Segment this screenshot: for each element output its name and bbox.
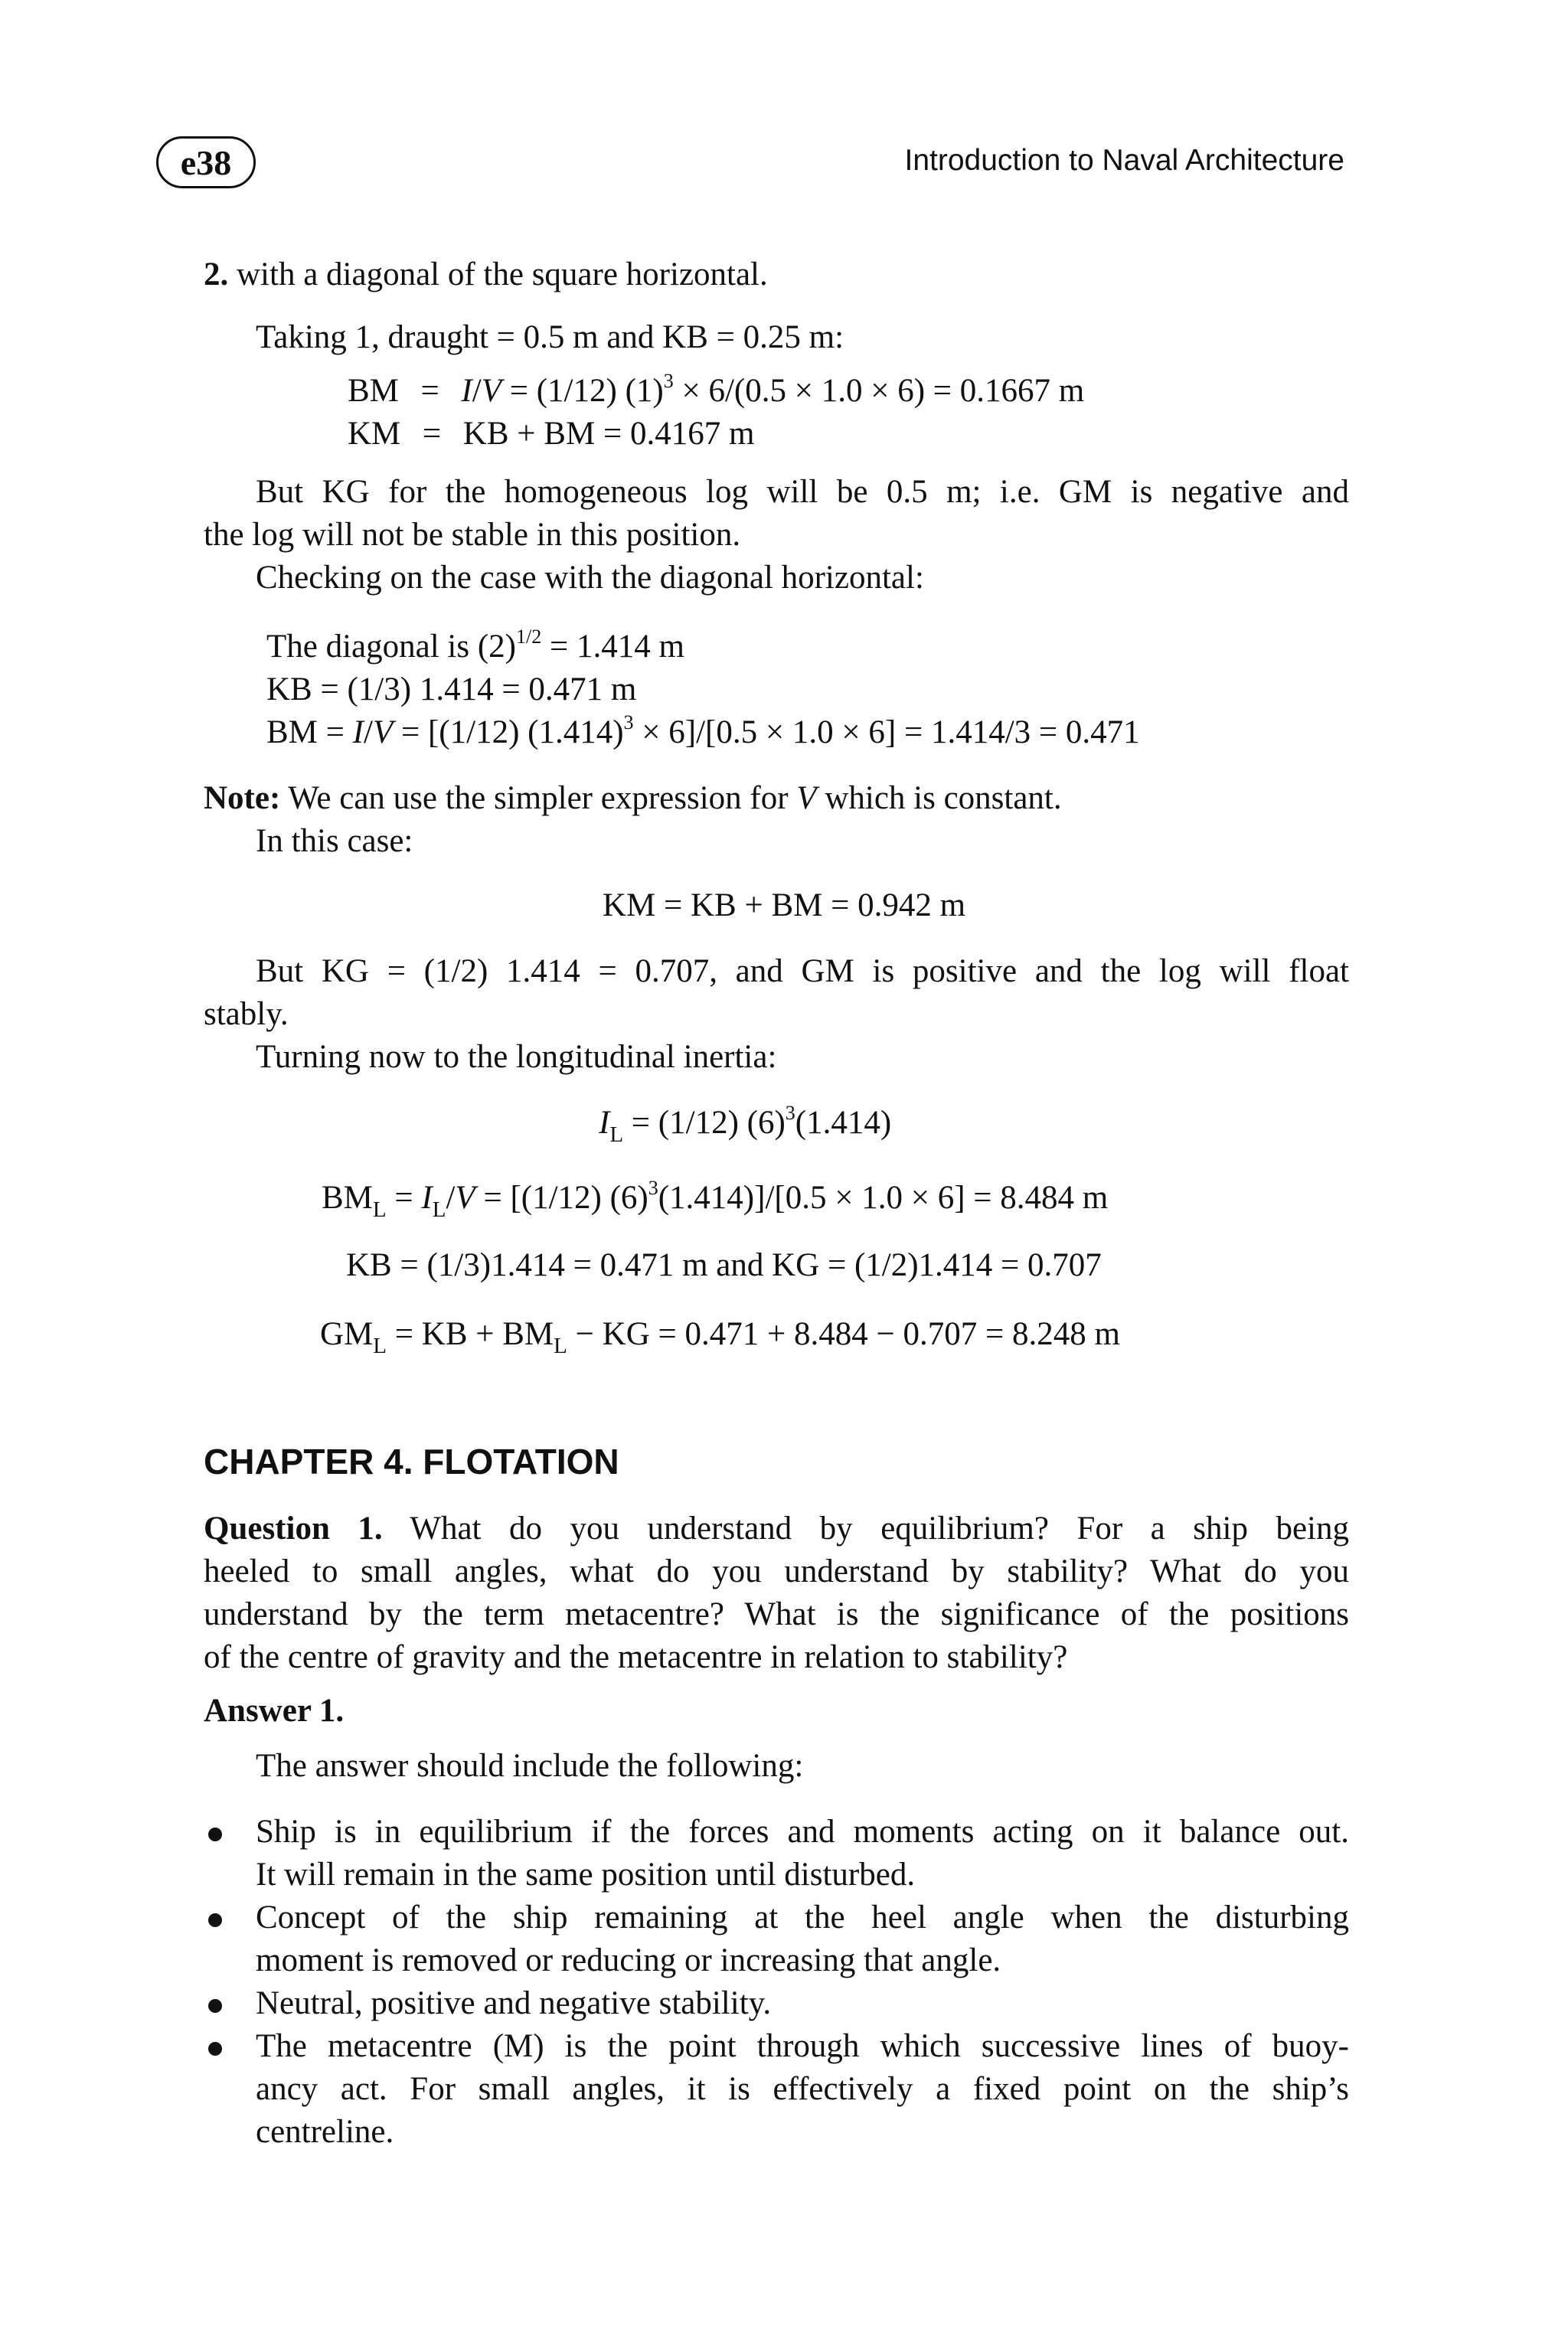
bml-expression: = [(1/12) (6) bbox=[475, 1180, 648, 1216]
gml-result: − KG = 0.471 + 8.484 − 0.707 = 8.248 m bbox=[567, 1316, 1120, 1352]
bullet-icon bbox=[208, 1999, 222, 2013]
para-kg-line3: Checking on the case with the diagonal horizontal: bbox=[256, 560, 924, 596]
bm-expression: = (1/12) (1) bbox=[501, 373, 664, 409]
in-this-case: In this case: bbox=[256, 823, 413, 859]
para-stable-line1: But KG = (1/2) 1.414 = 0.707, and GM is positive and the log will float bbox=[256, 953, 1349, 989]
case2-bm bbox=[266, 711, 1140, 751]
para-kg-line1: But KG for the homogeneous log will be 0.5 m; i.e. GM is negative and bbox=[256, 474, 1349, 510]
answer-intro: The answer should include the following: bbox=[256, 1748, 804, 1784]
bullet-icon bbox=[208, 1913, 222, 1927]
gml-expression: = KB + BM bbox=[387, 1316, 554, 1352]
bullet-4-line-3: centreline. bbox=[256, 2114, 394, 2150]
volume-symbol: V bbox=[372, 714, 394, 750]
equals-sign: = bbox=[420, 373, 439, 409]
inertia-symbol: I bbox=[352, 714, 364, 750]
bullet-2-line-2: moment is removed or reducing or increasing that angle. bbox=[256, 1942, 1001, 1978]
note-text: We can use the simpler expression for bbox=[280, 780, 797, 816]
volume-symbol: V bbox=[481, 373, 501, 409]
kb-kg-equation: KB = (1/3)1.414 = 0.471 m and KG = (1/2)1.414 = 0.707 bbox=[346, 1247, 1102, 1283]
slash: / bbox=[472, 373, 482, 409]
exponent: 3 bbox=[623, 711, 634, 733]
case2-kb: KB = (1/3) 1.414 = 0.471 m bbox=[266, 671, 637, 707]
item-number: 2. bbox=[204, 256, 229, 292]
bullet-1-line-2: It will remain in the same position until disturbed. bbox=[256, 1857, 916, 1893]
item-2 bbox=[204, 256, 768, 293]
subscript: L bbox=[554, 1334, 567, 1358]
diagonal-text: The diagonal is (2) bbox=[266, 629, 516, 665]
inertia-symbol: I bbox=[599, 1105, 610, 1141]
question1-line2: heeled to small angles, what do you understand by stability? What do you bbox=[204, 1553, 1349, 1589]
question-text: What do you understand by equilibrium? For a ship being bbox=[382, 1511, 1349, 1547]
gml-equation bbox=[320, 1315, 1120, 1358]
subscript: L bbox=[372, 1197, 387, 1222]
slash: / bbox=[446, 1180, 456, 1216]
bm-label: BM bbox=[348, 373, 399, 409]
question1-line1 bbox=[204, 1510, 1349, 1547]
bml-label: BM bbox=[322, 1180, 373, 1216]
diagonal-value: = 1.414 m bbox=[541, 629, 684, 665]
il-expression: = (1/12) (6) bbox=[623, 1105, 786, 1141]
exponent: 3 bbox=[648, 1177, 658, 1199]
exponent: 3 bbox=[663, 370, 674, 392]
question1-line4: of the centre of gravity and the metacentre in relation to stability? bbox=[204, 1639, 1068, 1675]
item-text: with a diagonal of the square horizontal. bbox=[237, 256, 768, 292]
bm-result: × 6/(0.5 × 1.0 × 6) = 0.1667 m bbox=[673, 373, 1085, 409]
para-kg-line2: the log will not be stable in this position. bbox=[204, 517, 741, 553]
subscript: L bbox=[373, 1334, 387, 1358]
volume-symbol: V bbox=[455, 1180, 475, 1216]
diagonal-line bbox=[266, 628, 684, 665]
bullet-icon bbox=[208, 1828, 222, 1841]
volume-symbol: V bbox=[796, 780, 817, 816]
running-title: Introduction to Naval Architecture bbox=[904, 144, 1344, 177]
km-result: KB + BM = 0.4167 m bbox=[462, 416, 755, 452]
bullet-2-line-1: Concept of the ship remaining at the heel angle when the disturbing bbox=[256, 1900, 1349, 1936]
il-end: (1.414) bbox=[795, 1105, 892, 1141]
bml-result: (1.414)]/[0.5 × 1.0 × 6] = 8.484 m bbox=[658, 1180, 1109, 1216]
km-label: KM bbox=[348, 416, 401, 452]
equals-sign: = bbox=[386, 1180, 422, 1216]
bm-expression: = [(1/12) (1.414) bbox=[393, 714, 624, 750]
km-centered-equation: KM = KB + BM = 0.942 m bbox=[602, 887, 966, 923]
inertia-symbol: I bbox=[421, 1180, 433, 1216]
para-stable-line3: Turning now to the longitudinal inertia: bbox=[256, 1039, 777, 1075]
case1-km-equation bbox=[348, 415, 754, 452]
question-label: Question 1. bbox=[204, 1511, 383, 1547]
note-label: Note: bbox=[204, 780, 281, 816]
slash: / bbox=[364, 714, 373, 750]
note-line bbox=[204, 779, 1062, 817]
exponent: 3 bbox=[785, 1102, 795, 1124]
bullet-4-line-1: The metacentre (M) is the point through which successive lines of buoy- bbox=[256, 2028, 1349, 2064]
equals-sign: = bbox=[422, 416, 442, 452]
bml-equation bbox=[322, 1177, 1109, 1222]
subscript: L bbox=[609, 1122, 624, 1147]
bullet-3-line-1: Neutral, positive and negative stability. bbox=[256, 1985, 772, 2021]
exponent: 1/2 bbox=[516, 626, 542, 648]
gml-label: GM bbox=[320, 1316, 374, 1352]
question1-line3: understand by the term metacentre? What is the significance of the positions bbox=[204, 1596, 1349, 1632]
bullet-1-line-1: Ship is in equilibrium if the forces and moments acting on it balance out. bbox=[256, 1814, 1349, 1850]
il-equation bbox=[599, 1102, 892, 1147]
bm-result: × 6]/[0.5 × 1.0 × 6] = 1.414/3 = 0.471 bbox=[633, 714, 1140, 750]
page-number-badge bbox=[156, 136, 256, 188]
case1-intro: Taking 1, draught = 0.5 m and KB = 0.25 m: bbox=[256, 319, 844, 355]
page-number: e38 bbox=[180, 142, 232, 182]
bullet-icon bbox=[208, 2042, 222, 2056]
para-stable-line2: stably. bbox=[204, 996, 289, 1032]
note-text-end: which is constant. bbox=[816, 780, 1062, 816]
bullet-4-line-2: ancy act. For small angles, it is effectively a fixed point on the ship’s bbox=[256, 2071, 1349, 2107]
chapter-heading: CHAPTER 4. FLOTATION bbox=[204, 1442, 619, 1481]
subscript: L bbox=[432, 1197, 446, 1222]
inertia-symbol: I bbox=[461, 373, 472, 409]
case1-bm-equation bbox=[348, 372, 1084, 410]
answer-label: Answer 1. bbox=[204, 1693, 345, 1729]
bm-lhs: BM = bbox=[266, 714, 353, 750]
